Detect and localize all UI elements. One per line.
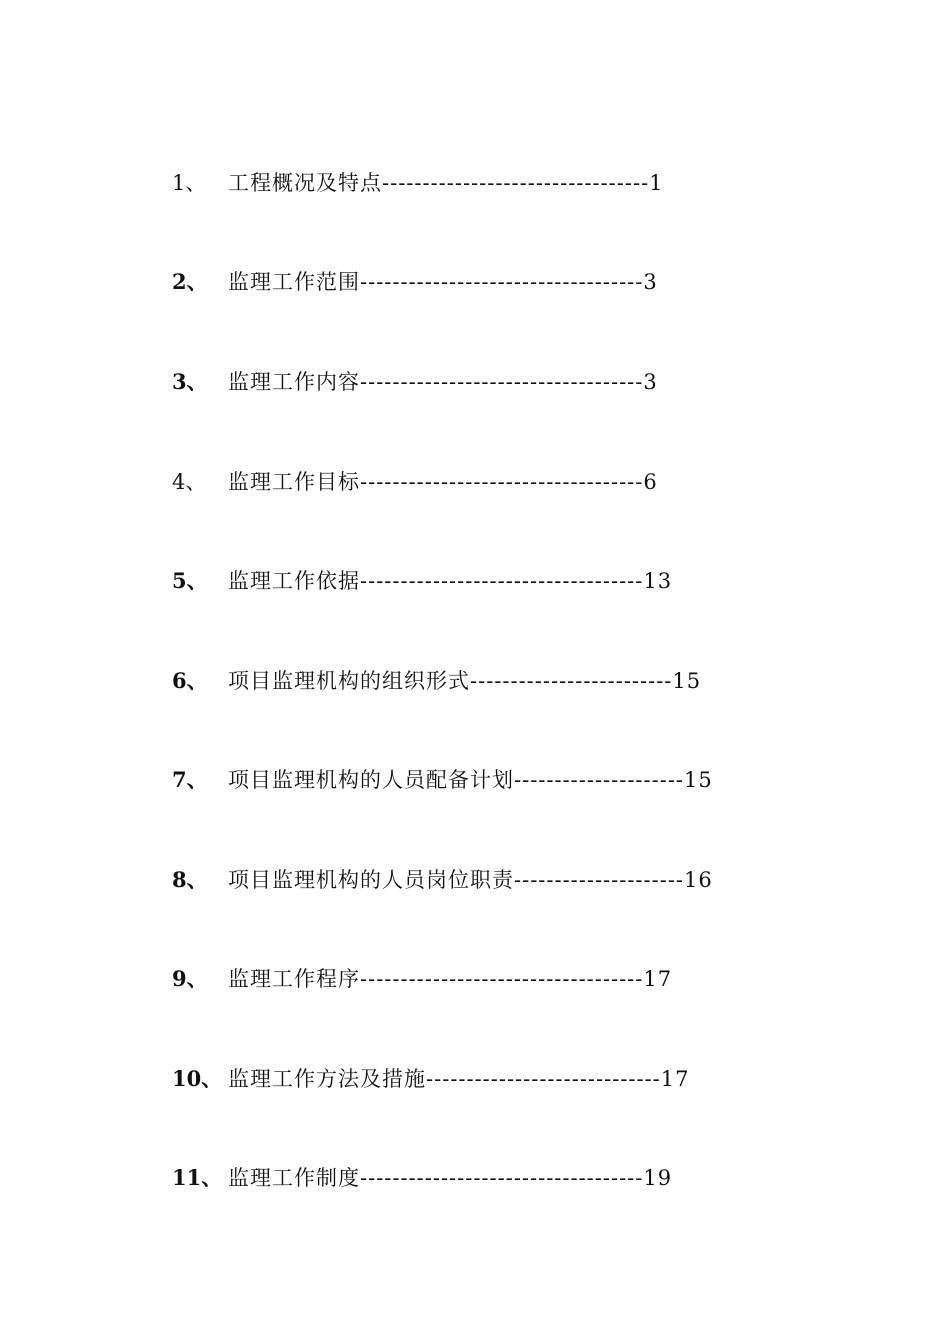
toc-leader: --------------------------------- bbox=[382, 171, 650, 195]
toc-entry-page: 17 bbox=[643, 967, 673, 991]
toc-leader: ----------------------------------- bbox=[360, 470, 644, 494]
toc-entry-page: 3 bbox=[643, 270, 658, 294]
toc-entry-title: 工程概况及特点---------------------------------1 bbox=[228, 171, 664, 195]
toc-entry-page: 17 bbox=[660, 1067, 690, 1091]
toc-entry-page: 15 bbox=[684, 768, 713, 792]
toc-entry-title: 项目监理机构的组织形式-------------------------15 bbox=[228, 669, 702, 693]
toc-entry-title: 监理工作制度-----------------------------------19 bbox=[228, 1166, 673, 1190]
toc-entry-number: 11、 bbox=[172, 1165, 223, 1190]
toc-entry-page: 16 bbox=[684, 868, 713, 892]
toc-entry-title: 项目监理机构的人员岗位职责---------------------16 bbox=[228, 868, 713, 892]
toc-entry-title: 项目监理机构的人员配备计划---------------------15 bbox=[228, 768, 713, 792]
toc-entry-page: 3 bbox=[643, 370, 658, 394]
toc-entry-page: 19 bbox=[643, 1166, 673, 1190]
toc-entry-title: 监理工作依据-----------------------------------13 bbox=[228, 569, 673, 593]
toc-leader: ----------------------------------- bbox=[360, 569, 644, 593]
toc-entry-number: 10、 bbox=[172, 1066, 223, 1091]
toc-leader: ----------------------------------- bbox=[360, 967, 644, 991]
toc-leader: --------------------- bbox=[514, 768, 685, 792]
toc-leader: ------------------------- bbox=[470, 669, 673, 693]
toc-entry-title: 监理工作内容-----------------------------------3 bbox=[228, 370, 658, 394]
toc-leader: ----------------------------------- bbox=[360, 270, 644, 294]
toc-leader: ----------------------------- bbox=[426, 1067, 661, 1091]
toc-entry-number: 3、 bbox=[172, 369, 208, 394]
toc-leader: ----------------------------------- bbox=[360, 1166, 644, 1190]
toc-entry-number: 1、 bbox=[172, 171, 207, 195]
toc-entry-title: 监理工作目标-----------------------------------6 bbox=[228, 470, 658, 494]
toc-entry-title: 监理工作方法及措施-----------------------------17 bbox=[228, 1067, 690, 1091]
toc-entry-number: 5、 bbox=[172, 568, 208, 593]
toc-entry-page: 1 bbox=[649, 171, 664, 195]
toc-entry-page: 6 bbox=[643, 470, 658, 494]
toc-entry-number: 6、 bbox=[172, 668, 208, 693]
toc-entry-page: 15 bbox=[672, 669, 702, 693]
toc-entry-number: 4、 bbox=[172, 470, 207, 494]
toc-leader: ----------------------------------- bbox=[360, 370, 644, 394]
toc-entry-number: 8、 bbox=[172, 867, 208, 892]
toc-entry-page: 13 bbox=[643, 569, 673, 593]
toc-entry-number: 2、 bbox=[172, 269, 208, 294]
toc-entry-title: 监理工作范围-----------------------------------3 bbox=[228, 270, 658, 294]
toc-entry-number: 9、 bbox=[172, 966, 208, 991]
toc-entry-title: 监理工作程序-----------------------------------17 bbox=[228, 967, 673, 991]
toc-entry-number: 7、 bbox=[172, 767, 208, 792]
toc-leader: --------------------- bbox=[514, 868, 685, 892]
